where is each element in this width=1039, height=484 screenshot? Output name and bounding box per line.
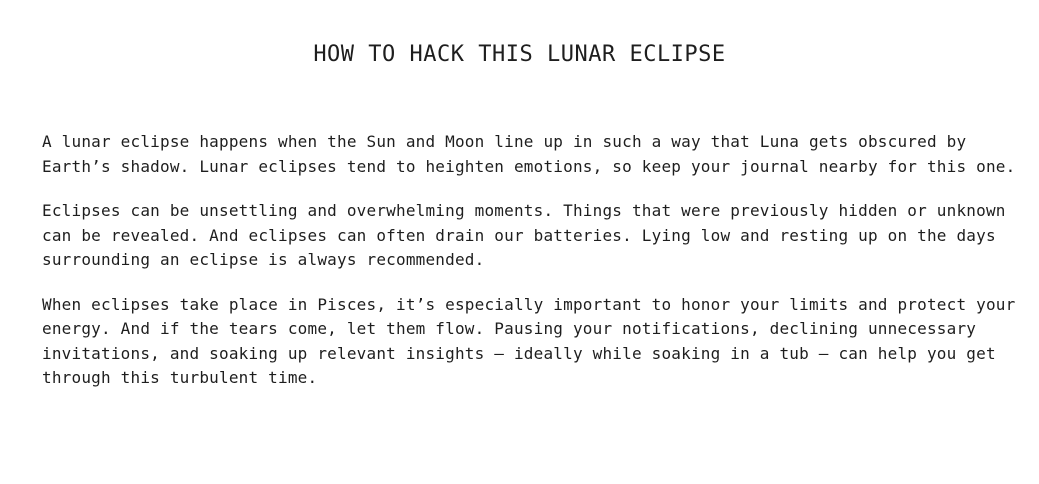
article-paragraph-3: When eclipses take place in Pisces, it’s especially important to honor your limits and protect your energy. And if the tears come, let them flow. Pausing your notifications, declining unnecessary invitations, and soaking up relevant insights — ideally while soaking in a tub — can help you get through this turbulent time. — [42, 294, 1016, 387]
article-paragraph-1: A lunar eclipse happens when the Sun and Moon line up in such a way that Luna gets obscured by Earth’s shadow. Lunar eclipses tend to heighten emotions, so keep your journal nearby for this one. — [42, 132, 1016, 176]
article-body — [42, 130, 1032, 411]
article-paragraph-2: Eclipses can be unsettling and overwhelming moments. Things that were previously hidden or unknown can be revealed. And eclipses can often drain our batteries. Lying low and resting up on the days surrounding an eclipse is always recommended. — [42, 201, 1006, 269]
article-title: HOW TO HACK THIS LUNAR ECLIPSE — [313, 42, 726, 67]
